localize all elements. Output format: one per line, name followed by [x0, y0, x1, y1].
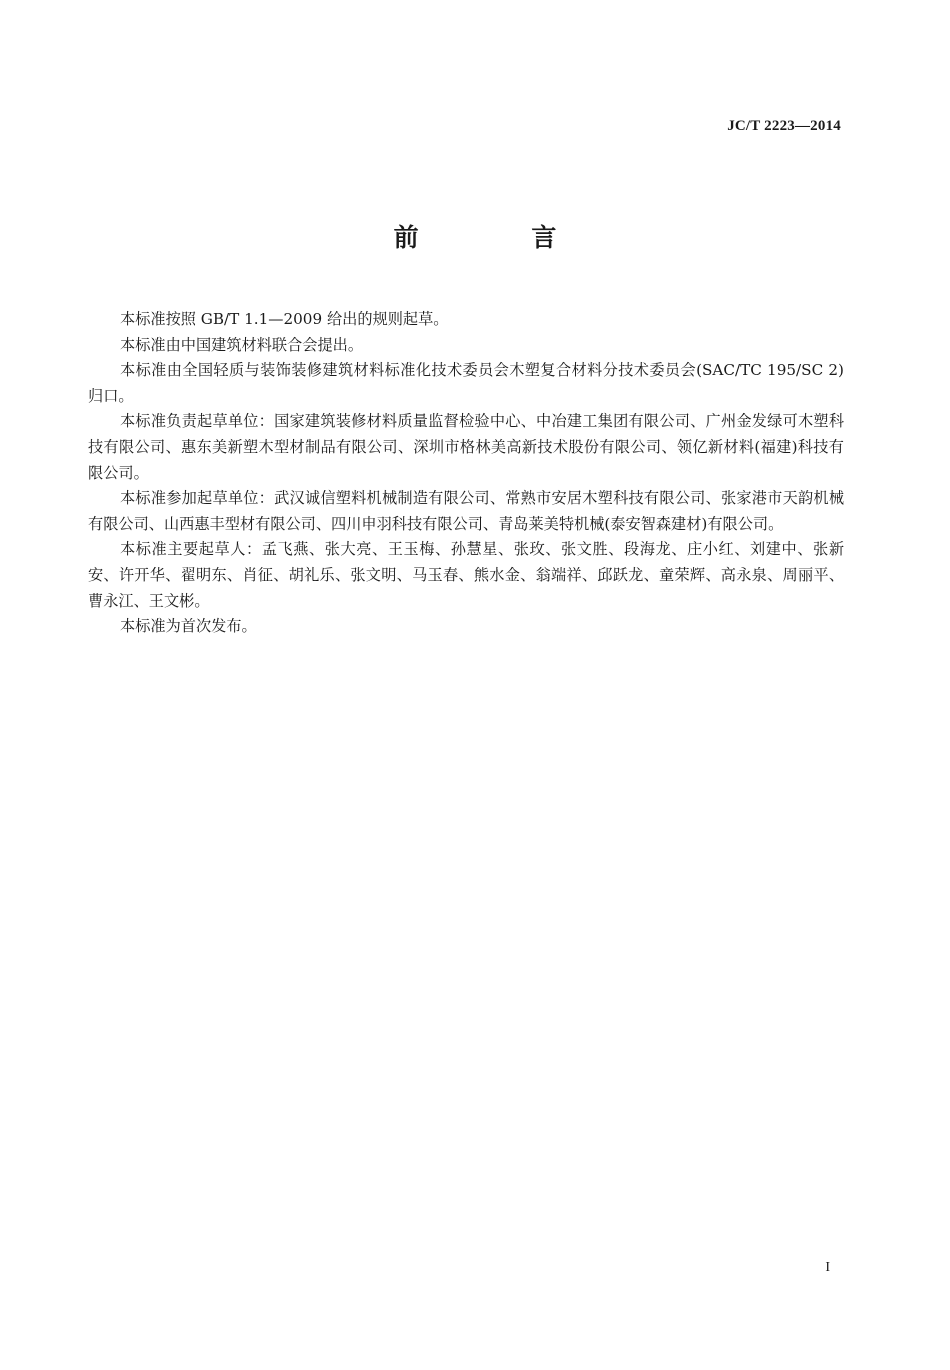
page-title: 前 言 [393, 223, 609, 252]
paragraph-first-release: 本标准为首次发布。 [120, 617, 257, 636]
page-number: I [825, 1260, 830, 1275]
paragraph-responsible-drafters: 本标准负责起草单位：国家建筑装修材料质量监督检验中心、中冶建工集团有限公司、广州金发绿可木塑科技有限公司、惠东美新塑木型材制品有限公司、深圳市格林美高新技术股份有限公司、领亿新材料(福建)科技有限公司。 [88, 412, 844, 482]
paragraph-main-drafters: 本标准主要起草人：孟飞燕、张大亮、王玉梅、孙慧星、张玫、张文胜、段海龙、庄小红、刘建中、张新安、许开华、翟明东、肖征、胡礼乐、张文明、马玉春、熊水金、翁端祥、邱跃龙、童荣辉、高永泉、周丽平、曹永江、王文彬。 [88, 540, 844, 610]
preface-body [88, 307, 844, 640]
paragraph-committee: 本标准由全国轻质与装饰装修建筑材料标准化技术委员会木塑复合材料分技术委员会(SAC/TC 195/SC 2)归口。 [88, 361, 844, 405]
paragraph-participating-drafters: 本标准参加起草单位：武汉诚信塑料机械制造有限公司、常熟市安居木塑科技有限公司、张家港市天韵机械有限公司、山西惠丰型材有限公司、四川申羽科技有限公司、青岛莱美特机械(泰安智森建材)有限公司。 [88, 489, 844, 533]
paragraph-drafting-rules: 本标准按照 GB/T 1.1—2009 给出的规则起草。 [120, 310, 449, 328]
paragraph-proposer: 本标准由中国建筑材料联合会提出。 [120, 335, 363, 354]
standard-code: JC/T 2223—2014 [727, 118, 841, 134]
